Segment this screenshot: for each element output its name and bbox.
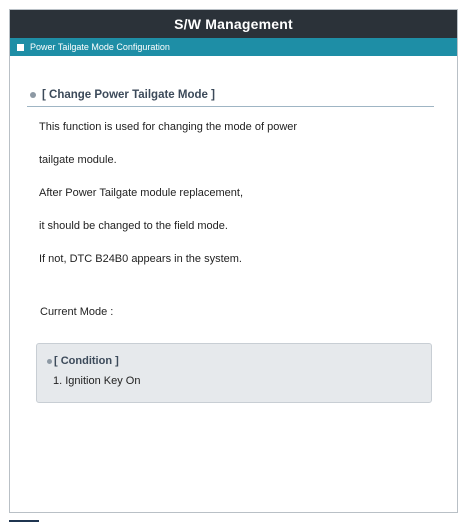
section-title: [ Change Power Tailgate Mode ] — [42, 89, 215, 101]
condition-item: 1. Ignition Key On — [53, 375, 141, 387]
subheader-bar — [10, 38, 457, 56]
description-line-2: tailgate module. — [39, 154, 117, 166]
title-bar — [10, 10, 457, 38]
section-header — [27, 89, 434, 107]
subheader-label: Power Tailgate Mode Configuration — [30, 42, 170, 52]
current-mode-row — [40, 306, 437, 318]
description-line-4: it should be changed to the field mode. — [39, 220, 228, 232]
condition-header — [47, 355, 431, 367]
square-bullet-icon — [17, 44, 24, 51]
description-line-1: This function is used for changing the mode of power — [39, 121, 298, 133]
content-area — [10, 89, 457, 403]
description-line-5: If not, DTC B24B0 appears in the system. — [39, 253, 242, 265]
window-title: S/W Management — [174, 16, 293, 32]
current-mode-label: Current Mode : — [40, 306, 114, 318]
bullet-dot-icon — [47, 359, 52, 364]
description-line-3: After Power Tailgate module replacement, — [39, 187, 244, 199]
dialog-window — [9, 9, 458, 513]
bullet-dot-icon — [30, 92, 36, 98]
condition-title: [ Condition ] — [54, 355, 119, 367]
condition-box — [36, 343, 432, 403]
